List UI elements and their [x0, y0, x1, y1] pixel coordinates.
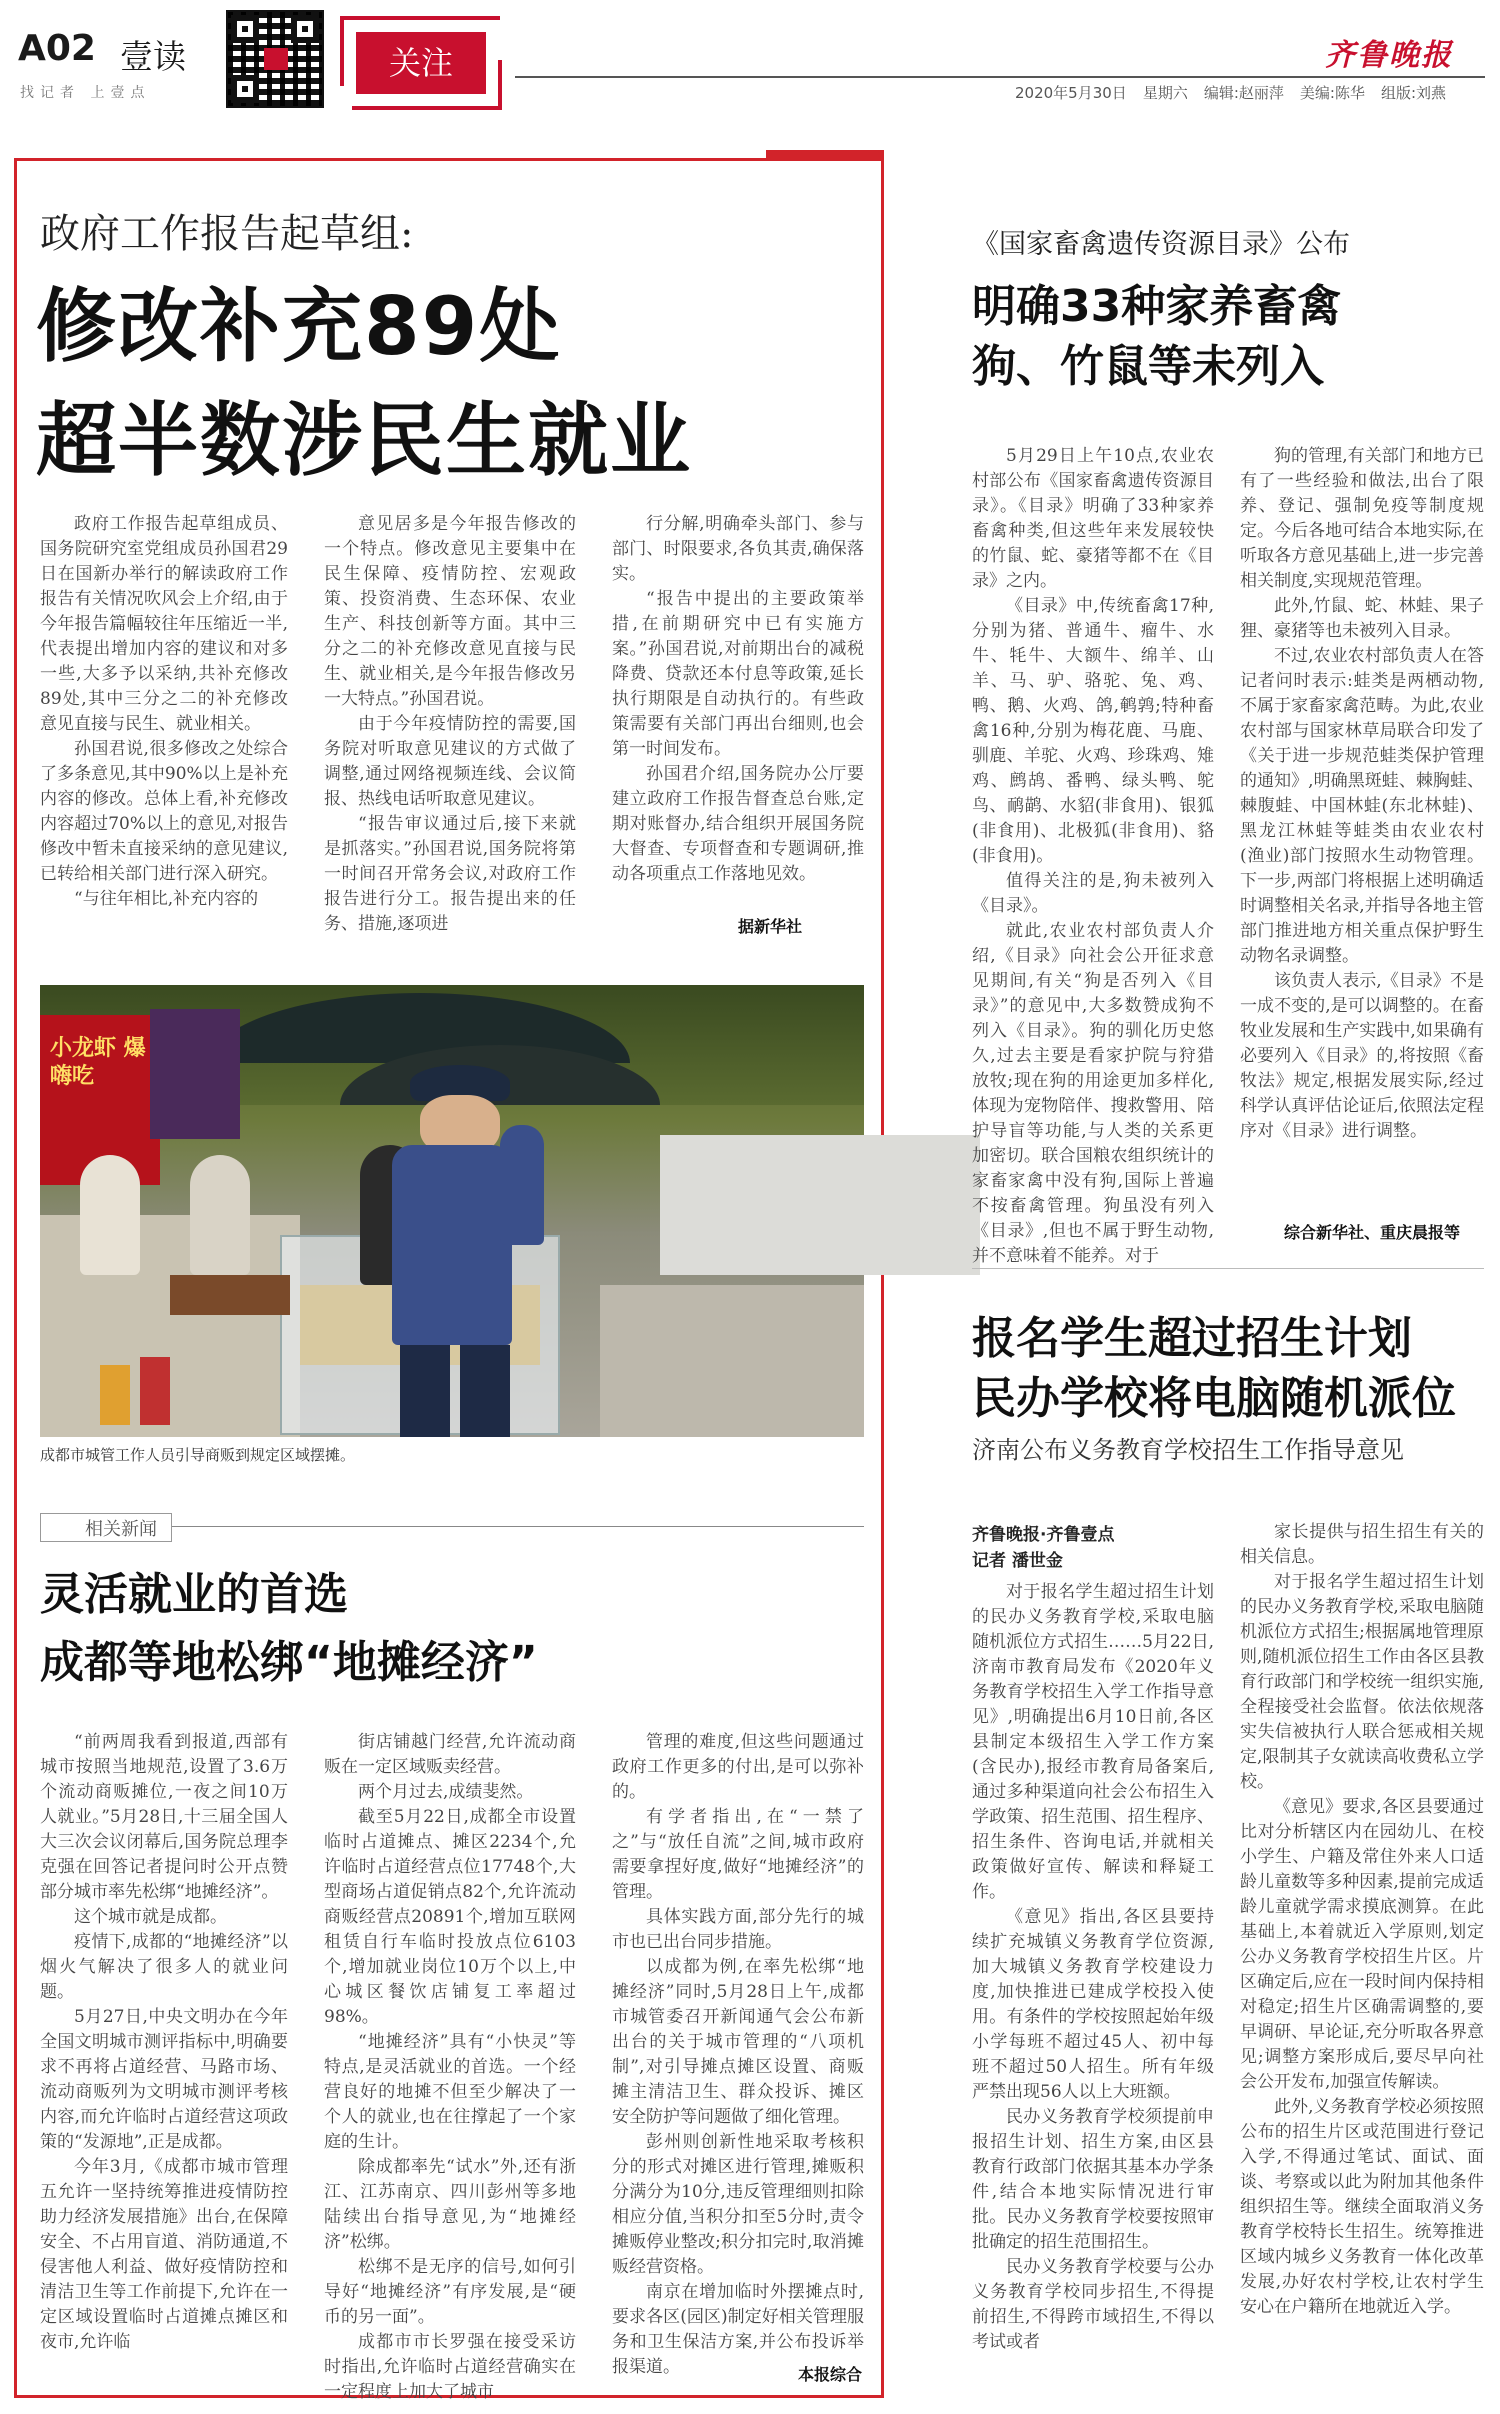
- school-column-1: [972, 1580, 1214, 2400]
- paragraph: 除成都率先“试水”外,还有浙江、江苏南京、四川彭州等多地陆续出台指导意见,为“地摊经济”松绑。: [324, 2157, 576, 2252]
- livestock-column-1: [972, 444, 1214, 1266]
- paragraph: 不过,农业农村部负责人在答记者问时表示:蛙类是两栖动物,不属于家畜家禽范畴。为此,农业农村部与国家林草局联合印发了《关于进一步规范蛙类保护管理的通知》,明确黑斑蛙、棘胸蛙、棘腹蛙、中国林蛙(东北林蛙)、黑龙江林蛙等蛙类由农业农村(渔业)部门按照水生动物管理。下一步,两部门将根据上述明确适时调整相关名录,并指导各地主管部门推进地方相关重点保护野生动物名录调整。: [1240, 646, 1484, 966]
- paragraph: 两个月过去,成绩斐然。: [358, 1782, 534, 1802]
- paragraph: “与往年相比,补充内容的: [74, 889, 259, 909]
- paragraph: 就此,农业农村部负责人介绍,《目录》向社会公开征求意见期间,有关“狗是否列入《目录》”的意见中,大多数赞成狗不列入《目录》。狗的驯化历史悠久,过去主要是看家护院与狩猎放牧;现在狗的用途更加多样化,体现为宠物陪伴、搜救警用、陪护导盲等功能,与人类的关系更加密切。联合国粮农组织统计的家畜家禽中没有狗,国际上普遍不按畜禽管理。狗虽没有列入《目录》,但也不属于野生动物,并不意味着不能养。对于: [972, 921, 1214, 1266]
- related-source: 本报综合: [797, 2365, 862, 2384]
- issue-meta: [1015, 82, 1462, 103]
- lead-column-1: [40, 512, 288, 922]
- livestock-headline-line-1[interactable]: 明确33种家养畜禽: [972, 281, 1342, 332]
- related-news-label: 相关新闻: [40, 1513, 172, 1542]
- related-column-2: [324, 1730, 576, 2402]
- school-divider: [972, 1268, 1484, 1269]
- paragraph: 《意见》要求,各区县要通过比对分析辖区内在园幼儿、在校小学生、户籍及常住外来人口适龄儿童数等多种因素,提前完成适龄儿童就学需求摸底测算。在此基础上,本着就近入学原则,划定公办义务教育学校招生片区。片区确定后,应在一段时间内保持相对稳定;招生片区确需调整的,要早调研、早论证,充分听取各界意见;调整方案形成后,要尽早向社会公开发布,加强宣传解读。: [1240, 1797, 1484, 2092]
- paragraph: 狗的管理,有关部门和地方已有了一些经验和做法,出台了限养、登记、强制免疫等制度规定。今后各地可结合本地实际,在听取各方意见基础上,进一步完善相关制度,实现规范管理。: [1240, 446, 1484, 591]
- paragraph: 对于报名学生超过招生计划的民办义务教育学校,采取电脑随机派位方式招生;根据属地管理原则,随机派位招生工作由各区县教育行政部门和学校统一组织实施,全程接受社会监督。依法依规落实失信被执行人联合惩戒相关规定,限制其子女就读高收费私立学校。: [1240, 1572, 1484, 1792]
- lead-source: 据新华社: [737, 917, 802, 936]
- paragraph: 5月29日上午10点,农业农村部公布《国家畜禽遗传资源目录》。《目录》明确了33种家养畜禽种类,但这些年来发展较快的竹鼠、蛇、豪猪等都不在《目录》之内。: [972, 446, 1214, 591]
- lead-kicker: 政府工作报告起草组:: [40, 211, 414, 257]
- editor-credit: 编辑:赵丽萍: [1203, 84, 1284, 102]
- paragraph: 《目录》中,传统畜禽17种,分别为猪、普通牛、瘤牛、水牛、牦牛、大额牛、绵羊、山羊、马、驴、骆驼、兔、鸡、鸭、鹅、火鸡、鸽,鹌鹑;特种畜禽16种,分别为梅花鹿、马鹿、驯鹿、羊驼、火鸡、珍珠鸡、雉鸡、鹧鸪、番鸭、绿头鸭、鸵鸟、鸸鹋、水貂(非食用)、银狐(非食用)、北极狐(非食用)、貉(非食用)。: [972, 596, 1214, 866]
- lead-column-2: [324, 512, 576, 932]
- photo-caption: 成都市城管工作人员引导商贩到规定区域摆摊。: [40, 1446, 356, 1464]
- paragraph: 该负责人表示,《目录》不是一成不变的,是可以调整的。在畜牧业发展和生产实践中,如果确有必要列入《目录》的,将按照《畜牧法》规定,根据发展实际,经过科学认真评估论证后,依照法定程序对《目录》进行调整。: [1240, 971, 1484, 1141]
- related-column-1: [40, 1730, 288, 2390]
- paragraph: 民办义务教育学校须提前申报招生计划、招生方案,由区县教育行政部门依据其基本办学条件,结合本地实际情况进行审批。民办义务教育学校要按照审批确定的招生范围招生。: [972, 2107, 1214, 2252]
- paragraph: 成都市市长罗强在接受采访时指出,允许临时占道经营确实在一定程度上加大了城市: [324, 2332, 576, 2402]
- paragraph: 家长提供与招生招生有关的相关信息。: [1240, 1522, 1484, 1567]
- paragraph: 松绑不是无序的信号,如何引导好“地摊经济”有序发展,是“硬币的另一面”。: [324, 2257, 576, 2327]
- stall-sign: 小龙虾 爆嗨吃: [50, 1036, 146, 1089]
- paragraph: “地摊经济”具有“小快灵”等特点,是灵活就业的首选。一个经营良好的地摊不但至少解决了一个人的就业,也在往撑起了一个家庭的生计。: [324, 2032, 576, 2152]
- paragraph: 5月27日,中央文明办在今年全国文明城市测评指标中,明确要求不再将占道经营、马路市场、流动商贩列为文明城市测评考核内容,而允许临时占道经营这项政策的“发源地”,正是成都。: [40, 2007, 288, 2152]
- paragraph: 民办义务教育学校要与公办义务教育学校同步招生,不得提前招生,不得跨市域招生,不得以考试或者: [972, 2257, 1214, 2352]
- paragraph: 街店铺越门经营,允许流动商贩在一定区域贩卖经营。: [324, 1732, 576, 1777]
- lead-headline-line-1[interactable]: 修改补充89处: [36, 280, 562, 373]
- paragraph: “报告中提出的主要政策举措,在前期研究中已有实施方案。”孙国君说,对前期出台的减税降费、贷款还本付息等政策,延长执行期限是自动执行的。有些政策需要有关部门再出台细则,也会第一时间发布。: [612, 589, 864, 759]
- frame-accent: [766, 150, 884, 160]
- header-rule: [515, 76, 1485, 78]
- related-headline-line-1[interactable]: 灵活就业的首选: [40, 1569, 348, 1620]
- paragraph: 以成都为例,在率先松绑“地摊经济”同时,5月28日上午,成都市城管委召开新闻通气会公布新出台的关于城市管理的“八项机制”,对引导摊点摊区设置、商贩摊主清洁卫生、群众投诉、摊区安全防护等问题做了细化管理。: [612, 1957, 864, 2127]
- column-tag: 关注: [356, 32, 486, 94]
- paragraph: 值得关注的是,狗未被列入《目录》。: [972, 871, 1214, 916]
- paragraph: 孙国君介绍,国务院办公厅要建立政府工作报告督查总台账,定期对账督办,结合组织开展国务院大督查、专项督查和专题调研,推动各项重点工作落地见效。: [612, 764, 864, 884]
- street-vendor-photo[interactable]: [40, 985, 864, 1437]
- issue-weekday: 星期六: [1142, 84, 1188, 102]
- paragraph: 此外,竹鼠、蛇、林蛙、果子狸、豪猪等也未被列入目录。: [1240, 596, 1484, 641]
- paragraph: 彭州则创新性地采取考核积分的形式对摊区进行管理,摊贩积分满分为10分,违反管理细则扣除相应分值,当积分扣至5分时,责令摊贩停业整改;积分扣完时,取消摊贩经营资格。: [612, 2132, 864, 2277]
- tagline: 找记者 上壹点: [20, 85, 151, 101]
- paragraph: “报告审议通过后,接下来就是抓落实。”孙国君说,国务院将第一时间召开常务会议,对政府工作报告进行分工。报告提出来的任务、措施,逐项进: [324, 814, 576, 934]
- page-number: A02: [18, 28, 96, 69]
- paragraph: 今年3月,《成都市城市管理五允许一坚持统筹推进疫情防控助力经济发展措施》出台,在保障安全、不占用盲道、消防通道,不侵害他人利益、做好疫情防控和清洁卫生等工作前提下,允许在一定区域设置临时占道摊点摊区和夜市,允许临: [40, 2157, 288, 2352]
- paragraph: 《意见》指出,各区县要持续扩充城镇义务教育学位资源,加大城镇义务教育学校建设力度,加快推进已建成学校投入使用。有条件的学校按照起始年级小学每班不超过45人、初中每班不超过50人招生。所有年级严禁出现56人以上大班额。: [972, 1907, 1214, 2102]
- layout-editor-credit: 组版:刘燕: [1380, 84, 1447, 102]
- paragraph: 由于今年疫情防控的需要,国务院对听取意见建议的方式做了调整,通过网络视频连线、会议简报、热线电话听取意见建议。: [324, 714, 576, 809]
- livestock-source: 综合新华社、重庆晨报等: [1283, 1223, 1460, 1242]
- school-column-2: [1240, 1520, 1484, 2400]
- paragraph: 孙国君说,很多修改之处综合了多条意见,其中90%以上是补充内容的修改。总体上看,补充修改内容超过70%以上的意见,对报告修改中暂未直接采纳的意见建议,已转给相关部门进行深入研究。: [40, 739, 288, 884]
- paragraph: 具体实践方面,部分先行的城市也已出台同步措施。: [612, 1907, 864, 1952]
- livestock-headline-line-2[interactable]: 狗、竹鼠等未列入: [972, 341, 1324, 392]
- paragraph: 南京在增加临时外摆摊点时,要求各区(园区)制定好相关管理服务和卫生保洁方案,并公布投诉举报渠道。: [612, 2282, 864, 2377]
- paragraph: 截至5月22日,成都全市设置临时占道摊点、摊区2234个,允许临时占道经营点位17748个,大型商场占道促销点82个,允许流动商贩经营点20891个,增加互联网租赁自行车临时投放点位6103个,增加就业岗位10万个以上,中心城区餐饮店铺复工率超过98%。: [324, 1807, 576, 2027]
- qr-badge-icon: [264, 48, 288, 70]
- lead-headline-line-2[interactable]: 超半数涉民生就业: [36, 394, 692, 487]
- school-headline-line-2[interactable]: 民办学校将电脑随机派位: [972, 1373, 1456, 1424]
- issue-date: 2020年5月30日: [1015, 84, 1127, 102]
- paragraph: 疫情下,成都的“地摊经济”以烟火气解决了很多人的就业问题。: [40, 1932, 288, 2002]
- section-title: 壹读: [120, 37, 186, 76]
- school-byline-reporter: 记者 潘世金: [972, 1551, 1063, 1571]
- paragraph: 意见居多是今年报告修改的一个特点。修改意见主要集中在民生保障、疫情防控、宏观政策、投资消费、生态环保、农业生产、科技创新等方面。其中三分之二的补充修改意见直接与民生、就业相关,是今年报告修改另一大特点。”孙国君说。: [324, 514, 576, 709]
- paragraph: 此外,义务教育学校必须按照公布的招生片区或范围进行登记入学,不得通过笔试、面试、面谈、考察或以此为附加其他条件组织招生等。继续全面取消义务教育学校特长生招生。统筹推进区域内城乡义务教育一体化改革发展,办好农村学校,让农村学生安心在户籍所在地就近入学。: [1240, 2097, 1484, 2317]
- paragraph: 这个城市就是成都。: [74, 1907, 227, 1927]
- related-headline-line-2[interactable]: 成都等地松绑“地摊经济”: [40, 1637, 538, 1688]
- livestock-column-2: [1240, 444, 1484, 1216]
- art-editor-credit: 美编:陈华: [1299, 84, 1365, 102]
- paragraph: 有学者指出,在“一禁了之”与“放任自流”之间,城市政府需要拿捏好度,做好“地摊经济”的管理。: [612, 1807, 864, 1902]
- school-subhead: 济南公布义务教育学校招生工作指导意见: [972, 1436, 1404, 1464]
- school-byline-outlet: 齐鲁晚报·齐鲁壹点: [972, 1525, 1115, 1545]
- school-headline-line-1[interactable]: 报名学生超过招生计划: [972, 1313, 1412, 1364]
- newspaper-logo: 齐鲁晚报: [1325, 38, 1453, 73]
- livestock-kicker: 《国家畜禽遗传资源目录》公布: [972, 229, 1350, 260]
- paragraph: 管理的难度,但这些问题通过政府工作更多的付出,是可以弥补的。: [612, 1732, 864, 1802]
- paragraph: 对于报名学生超过招生计划的民办义务教育学校,采取电脑随机派位方式招生……5月22日,济南市教育局发布《2020年义务教育学校招生入学工作指导意见》,明确提出6月10日前,各区县制定本级招生入学工作方案(含民办),报经市教育局备案后,通过多种渠道向社会公布招生入学政策、招生范围、招生程序、招生条件、咨询电话,并就相关政策做好宣传、解读和释疑工作。: [972, 1582, 1214, 1902]
- paragraph: “前两周我看到报道,西部有城市按照当地规范,设置了3.6万个流动商贩摊位,一夜之间10万人就业。”5月28日,十三届全国人大三次会议闭幕后,国务院总理李克强在回答记者提问时公开点赞部分城市率先松绑“地摊经济”。: [40, 1732, 288, 1902]
- paragraph: 行分解,明确牵头部门、参与部门、时限要求,各负其责,确保落实。: [612, 514, 864, 584]
- lead-column-3: [612, 512, 864, 912]
- paragraph: 政府工作报告起草组成员、国务院研究室党组成员孙国君29日在国新办举行的解读政府工作报告有关情况吹风会上介绍,由于今年报告篇幅较往年压缩近一半,代表提出增加内容的建议和对多一些,大多予以采纳,共补充修改89处,其中三分之二的补充修改意见直接与民生、就业相关。: [40, 514, 288, 734]
